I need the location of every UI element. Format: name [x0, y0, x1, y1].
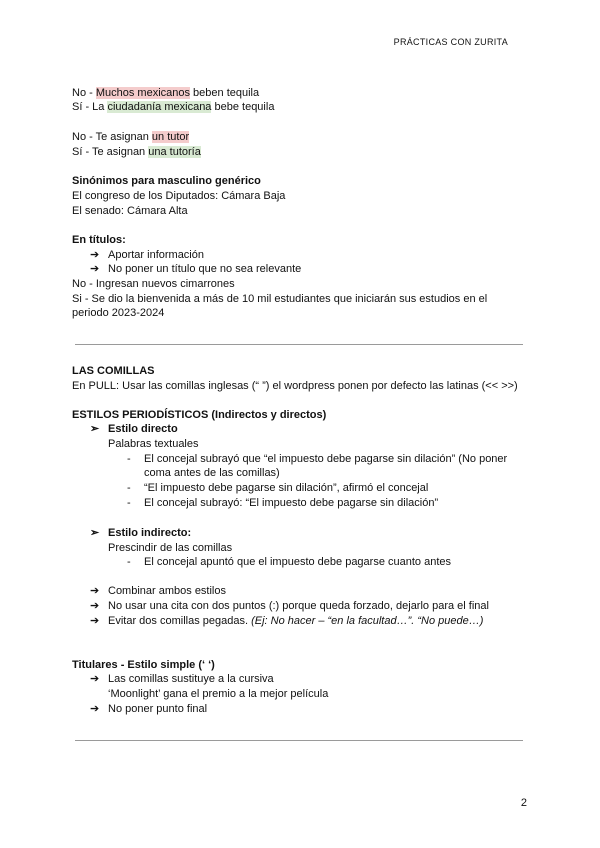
dash-bullet: - [127, 497, 131, 509]
highlight-correct: ciudadanía mexicana [107, 101, 212, 113]
highlight-incorrect: un tutor [151, 131, 190, 143]
triangle-bullet-icon: ➢ [90, 527, 100, 539]
arrow-icon: ➔ [90, 585, 100, 597]
text-line: No - Ingresan nuevos cimarrones [72, 278, 235, 290]
document-page: PRÁCTICAS CON ZURITA No - Muchos mexicanos beben tequila Sí - La ciudadanía mexicana bebe tequila No - Te asignan un tutor Sí - Te asignan una tutoría Sinónimos para masculino genérico El congreso de los Diputados: Cámara Baja El senado: Cámara Alta En títulos: ➔ Aportar información ➔ No poner un título que no sea relevante No - Ingresan nuevos cimarrones Si - Se dio la bienvenida a más de 10 mil estudiantes que iniciarán sus estudios en el periodo 2023-2024 LAS COMILLAS En PULL: Usar las comillas inglesas (“ ”) el wordpress ponen por defecto las latinas (<< >>) ESTILOS PERIODÍSTICOS (Indirectos y directos) ➢ Estilo directo Palabras textuales - El concejal subrayó que “el impuesto debe pagarse sin dilación” (No poner coma antes de las comillas) - “El impuesto debe pagarse sin dilación”, afirmó el concejal - El concejal subrayó: “El impuesto debe pagarse sin dilación” ➢ Estilo indirecto: Prescindir de las comillas - El concejal apuntó que el impuesto debe pagarse cuanto antes ➔ Combinar ambos estilos ➔ No usar una cita con dos puntos (:) porque queda forzado, dejarlo para el final ➔ Evitar dos comillas pegadas. (Ej: No hacer – “en la facultad…”. “No puede…) Titulares - Estilo simple (‘ ‘) ➔ Las comillas sustituye a la cursiva ‘Moonlight’ gana el premio a la mejor película ➔ No poner punto final 2 [72, 37, 527, 809]
arrow-icon: ➔ [90, 600, 100, 612]
section-heading: En títulos: [72, 234, 126, 246]
section-heading: Titulares - Estilo simple (‘ ‘) [72, 659, 215, 671]
text-line: periodo 2023-2024 [72, 307, 165, 319]
example-si-2: Sí - Te asignan una tutoría [72, 146, 201, 158]
highlight-incorrect: Muchos mexicanos [95, 87, 190, 99]
arrow-icon: ➔ [90, 615, 100, 627]
text-line: Prescindir de las comillas [108, 542, 233, 554]
page-header: PRÁCTICAS CON ZURITA [393, 37, 508, 47]
dash-bullet: - [127, 556, 131, 568]
text-line: Palabras textuales [108, 438, 199, 450]
arrow-icon: ➔ [90, 673, 100, 685]
arrow-icon: ➔ [90, 249, 100, 261]
arrow-icon: ➔ [90, 703, 100, 715]
example-no-1: No - Muchos mexicanos beben tequila [72, 87, 260, 99]
page-number: 2 [520, 797, 527, 809]
example-no-2: No - Te asignan un tutor [72, 131, 190, 143]
text-line: Si - Se dio la bienvenida a más de 10 mil estudiantes que iniciarán sus estudios en el [72, 293, 488, 305]
triangle-bullet-icon: ➢ [90, 423, 100, 435]
highlight-correct: una tutoría [148, 146, 201, 158]
text-line: ‘Moonlight’ gana el premio a la mejor película [108, 688, 329, 700]
horizontal-divider [75, 344, 523, 345]
horizontal-divider [75, 740, 523, 741]
section-heading: LAS COMILLAS [72, 365, 155, 377]
text-line: En PULL: Usar las comillas inglesas (“ ”) el wordpress ponen por defecto las latinas (<< >>) [72, 380, 518, 392]
text-line: El congreso de los Diputados: Cámara Baja [72, 190, 286, 202]
dash-bullet: - [127, 453, 131, 465]
section-heading: ESTILOS PERIODÍSTICOS (Indirectos y directos) [72, 409, 327, 421]
example-si-1: Sí - La ciudadanía mexicana bebe tequila [72, 101, 275, 113]
arrow-icon: ➔ [90, 263, 100, 275]
dash-bullet: - [127, 482, 131, 494]
section-heading: Sinónimos para masculino genérico [72, 175, 261, 187]
text-line: coma antes de las comillas) [144, 467, 280, 479]
text-line: El senado: Cámara Alta [72, 205, 188, 217]
